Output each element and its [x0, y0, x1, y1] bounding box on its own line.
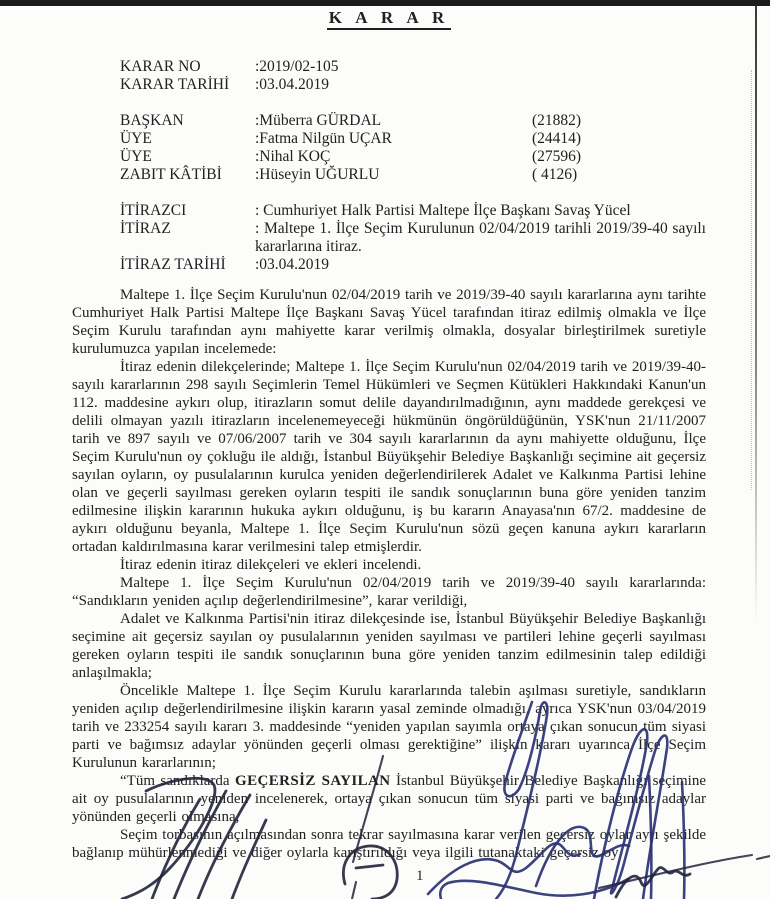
objection-label: İTİRAZCI	[120, 202, 187, 219]
meta-row-karar-no	[120, 58, 706, 76]
objection-value: :03.04.2019	[255, 256, 330, 273]
scan-top-edge	[0, 0, 770, 6]
board-name: :Fatma Nilgün UÇAR	[255, 130, 392, 147]
objection-block	[120, 202, 706, 274]
board-row-baskan	[120, 112, 706, 130]
board-registry-number: (24414)	[532, 130, 582, 147]
objection-value: : Cumhuriyet Halk Partisi Maltepe İlçe Başkanı Savaş Yücel	[255, 202, 631, 219]
signature-ink	[352, 882, 356, 899]
board-registry-number: ( 4126)	[532, 166, 578, 183]
scan-right-edge	[757, 0, 770, 899]
board-row-uye-1	[120, 130, 706, 148]
meta-row-karar-tarihi	[120, 76, 706, 94]
quoted-ruling-suffix: İstanbul Büyükşehir Belediye Başkanlığı seçimine ait oy pusulalarının yeniden incelenerek, ortaya çıkan sonucun tüm siyasi parti ve bağımsız adaylar yönünden geçerli olmasına,	[72, 773, 706, 825]
title-text: K A R A R	[327, 8, 452, 30]
quoted-ruling-prefix: “Tüm sandıklarda	[120, 773, 236, 789]
meta-label: KARAR TARİHİ	[120, 76, 230, 93]
objection-row-itirazci	[120, 202, 706, 220]
decision-body	[72, 286, 706, 862]
board-row-uye-2	[120, 148, 706, 166]
meta-label: KARAR NO	[120, 58, 201, 75]
objection-label: İTİRAZ	[120, 220, 171, 237]
signature-ink	[440, 879, 628, 899]
board-role: ÜYE	[120, 130, 152, 147]
emphasis-gecersiz-sayilan: GEÇERSİZ SAYILAN	[235, 773, 391, 789]
signature-ink	[356, 865, 383, 868]
board-registry-number: (27596)	[532, 148, 582, 165]
objection-label: İTİRAZ TARİHİ	[120, 256, 226, 273]
scan-fold-line	[755, 4, 757, 624]
board-role: BAŞKAN	[120, 112, 184, 129]
paragraph-district-ruling: Maltepe 1. İlçe Seçim Kurulu'nun 02/04/2019 tarih ve 2019/39-40 sayılı kararlarında: “Sandıkların yeniden açılıp değerlendirilmesine”, karar verildiği,	[72, 575, 706, 609]
paragraph-ballot-bag: Seçim torbasının açılmasından sonra tekrar sayılmasına karar verilen geçersiz oylar ayrı şekilde bağlanıp mühürlenmediği ve diğer oylarla karıştırıldığı veya ilgili tutanaktaki geçersiz oy	[72, 827, 706, 861]
signature-ink	[616, 867, 690, 897]
board-registry-number: (21882)	[532, 112, 582, 129]
objection-row-itiraz-tarihi	[120, 256, 706, 274]
objection-value: : Maltepe 1. İlçe Seçim Kurulunun 02/04/2019 tarihli 2019/39-40 sayılı kararlarına itiraz.	[255, 220, 706, 255]
document-title	[72, 8, 706, 28]
paragraph-akp-petition: Adalet ve Kalkınma Partisi'nin itiraz dilekçesinde ise, İstanbul Büyükşehir Belediye Başkanlığı seçimine ait geçersiz sayılan oy pusulalarının yeniden sayılması ve partileri lehine geçerli sayılması gereken oyların tespiti ile sandık sonuçlarının buna göre yeniden tanzim edilmesinin talep edildiği anlaşılmakla;	[72, 611, 706, 681]
scan-perforation-dots	[751, 70, 752, 490]
board-name: :Nihal KOÇ	[255, 148, 331, 165]
board-role: ÜYE	[120, 148, 152, 165]
paragraph-quoted-ruling	[72, 772, 706, 826]
board-members-block	[120, 112, 706, 184]
paragraph-oncelikle: Öncelikle Maltepe 1. İlçe Seçim Kurulu kararlarında talebin aşılması suretiyle, sandıkların yeniden açılıp değerlendirilmesine ilişkin kararın yasal zeminde olmadığı, ayrıca YSK'nun 03/04/2019 tarih ve 233254 sayılı kararı 3. maddesinde “yeniden yapılan sayımla ortaya çıkan sonucun tüm siyasi parti ve bağımsız adaylar yönünden geçerli olması gerektiğine” ilişkin kararı uyarınca İlçe Seçim Kurulunun kararlarının;	[72, 683, 706, 771]
objection-row-itiraz	[120, 220, 706, 256]
paragraph-petition-claims: İtiraz edenin dilekçelerinde; Maltepe 1. İlçe Seçim Kurulu'nun 02/04/2019 tarih ve 2019/39-40-sayılı kararlarının 298 sayılı Seçimlerin Temel Hükümleri ve Seçmen Kütükleri Hakkındaki Kanun'un 112. maddesine aykırı olup, itirazların somut delile dayandırılmadığının, aynı maddede gerekçesi ve delili olmayan yazılı itirazların incelenemeyeceği hükmünün öngörüldüğünün, YSK'nun 21/11/2007 tarih ve 897 sayılı ve 07/06/2007 tarih ve 304 sayılı kararlarının da aynı mahiyette olduğunu, İlçe Seçim Kurulu'nun oy çokluğu ile aldığı, İstanbul Büyükşehir Belediye Başkanlığı seçimine ait geçersiz sayılan oyların, oy pusulalarının kurulca yeniden değerlendirilerek Adalet ve Kalkınma Partisi lehine olan ve geçerli sayılması gereken oyların tespiti ile sandık sonuçlarının buna göre yeniden tanzim edilmesine ilişkin kararının hukuka aykırı olduğunu, iş bu kararın Anayasa'nın 67/2. maddesine de aykırı olduğunu beyanla, Maltepe 1. İlçe Seçim Kurulu'nun sözü geçen kanuna aykırı kararların ortadan kaldırılmasına karar verilmesini talep etmişlerdir.	[72, 359, 706, 555]
board-name: :Müberra GÜRDAL	[255, 112, 382, 129]
board-row-zabit-katibi	[120, 166, 706, 184]
meta-value: :2019/02-105	[255, 58, 339, 75]
meta-value: :03.04.2019	[255, 76, 330, 93]
paragraph-review: İtiraz edenin itiraz dilekçeleri ve ekleri incelendi.	[120, 557, 422, 573]
decision-meta-block	[120, 58, 706, 94]
paragraph-intro: Maltepe 1. İlçe Seçim Kurulu'nun 02/04/2019 tarih ve 2019/39-40 sayılı kararlarına aynı tarihte Cumhuriyet Halk Partisi Maltepe İlçe Başkanı Savaş Yücel tarafından itiraz edilmiş olmakla ve İlçe Seçim Kurulu tarafından aynı mahiyette karar verilmiş olmakla, dosyalar birleştirilmek suretiyle kurulumuzca yapılan incelemede:	[72, 287, 706, 357]
page-number: 1	[416, 868, 424, 884]
board-name: :Hüseyin UĞURLU	[255, 166, 380, 183]
document-content	[72, 26, 706, 862]
board-role: ZABIT KÂTİBİ	[120, 166, 222, 183]
